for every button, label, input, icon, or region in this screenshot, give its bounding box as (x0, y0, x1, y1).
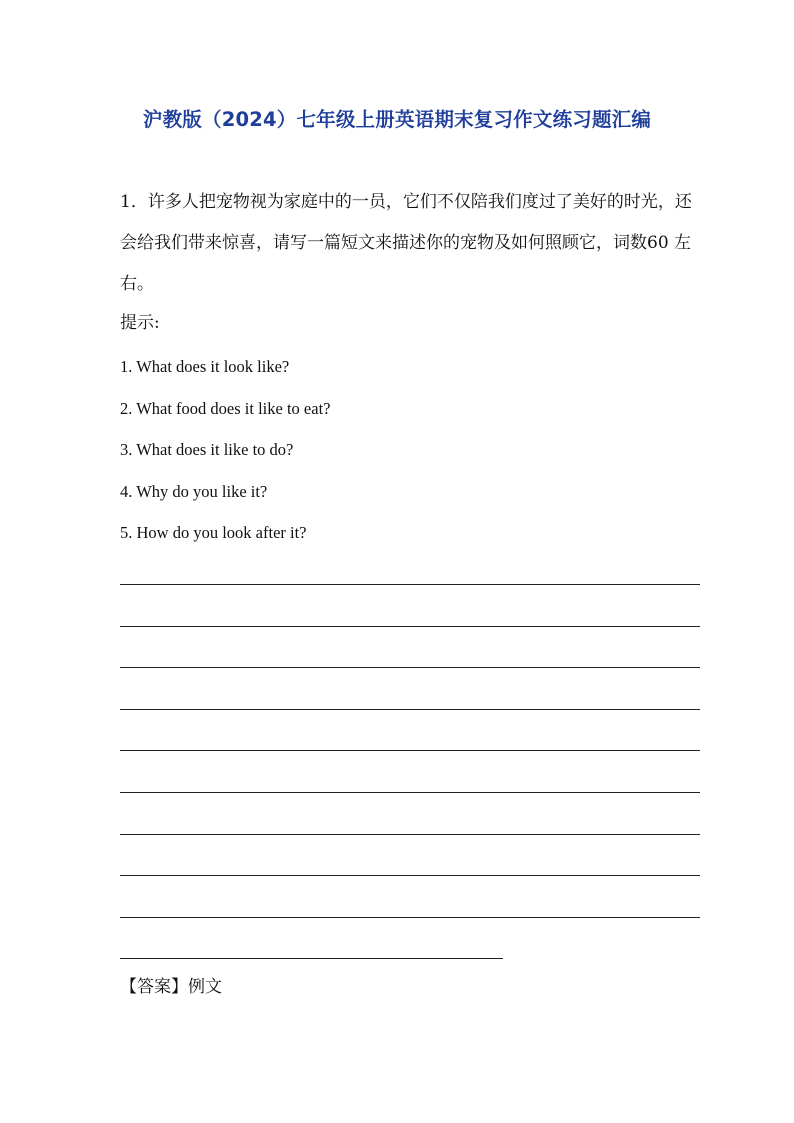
writing-line (120, 792, 700, 793)
hint-item: 2. What food does it like to eat? (120, 398, 331, 418)
question-text: 1．许多人把宠物视为家庭中的一员，它们不仅陪我们度过了美好的时光，还会给我们带来惊喜，请写一篇短文来描述你的宠物及如何照顾它，词数60 左右。 (120, 192, 692, 294)
writing-line (120, 834, 700, 835)
writing-line (120, 917, 700, 918)
page-title: 沪教版（2024）七年级上册英语期末复习作文练习题汇编 (142, 108, 652, 131)
hint-item: 4. Why do you like it? (120, 481, 268, 501)
answer-label: 【答案】例文 (120, 977, 222, 997)
writing-line (120, 875, 700, 876)
writing-line (120, 584, 700, 585)
prompt-label: 提示: (120, 313, 160, 333)
writing-line (120, 709, 700, 710)
writing-line (120, 750, 700, 751)
hint-item: 1. What does it look like? (120, 357, 290, 376)
hint-item: 3. What does it like to do? (120, 440, 294, 459)
hint-item: 5. How do you look after it? (120, 523, 307, 542)
writing-line (120, 667, 700, 668)
writing-line (120, 626, 700, 627)
hint-list (120, 352, 330, 560)
writing-line (120, 958, 503, 959)
